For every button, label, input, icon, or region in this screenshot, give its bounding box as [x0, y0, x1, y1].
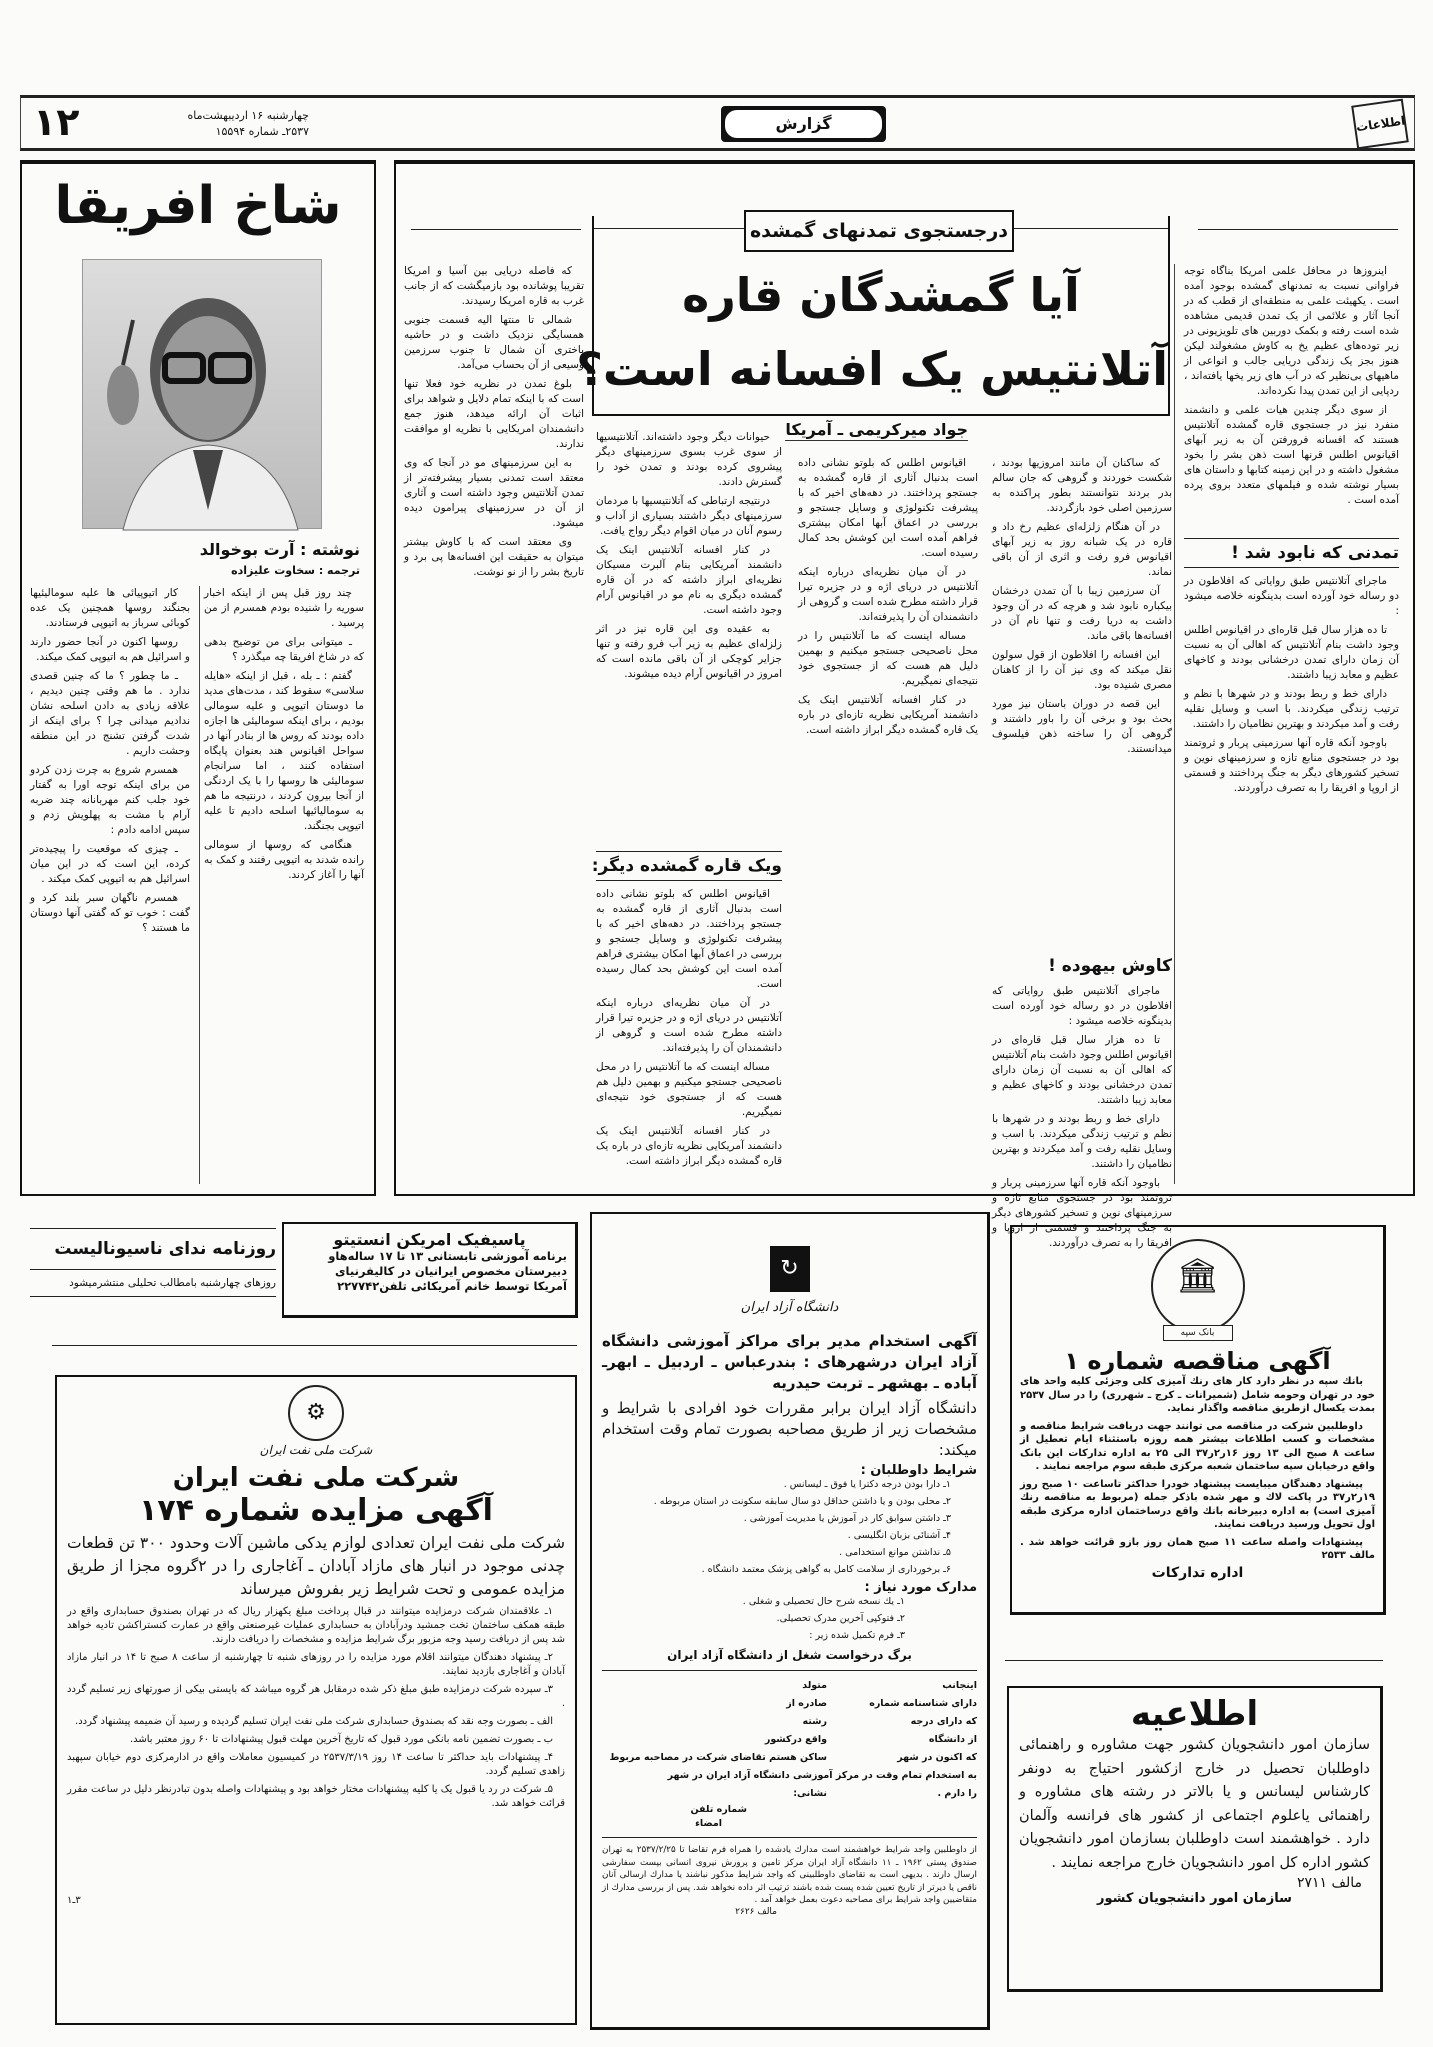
paragraph: که فاصله دریایی بین آسیا و امریکا تقریبا پوشانده بود بازمیگشت که از جانب غرب به قاره امریکا رسیدند.	[404, 265, 584, 307]
paragraph: دارای خط و ربط بودند و در شهرها با نظم و ترتیب زندگی میکردند. با اسب و وسایل نقلیه رفت و آمد میکردند و بهترین نظامیان را داشتند.	[1184, 688, 1399, 730]
paragraph: که ساکنان آن مانند امروزیها بودند ، شکست خوردند و گروهی که جان سالم بدر بردند نتوانستند بطور پراکنده به سرزمین اصلی خود بازگردند.	[992, 457, 1172, 514]
headline-line-1: آیا گمشدگان قاره	[682, 268, 1080, 322]
nioc-logo: ⚙	[288, 1385, 344, 1441]
form-row	[602, 1767, 977, 1785]
paragraph: همسرم شروع به چرت زدن کردو من برای اینکه توجه اورا به گفتار خود جلب کنم مهربانانه چند ضربه آرام با مشت به پهلویش زدم و سپس ادامه دادم :	[30, 764, 190, 836]
paragraph: ۱ـ یك نسخه شرح حال تحصیلی و شغلی .	[742, 1596, 905, 1607]
paragraph: داوطلبین شرکت در مناقصه می توانند جهت دریافت شرایط مناقصه و مشخصات و کسب اطلاعات بیشتر همه روزه باستثناء ایام تعطیل از ساعت ۸ صبح الی ۱۳ روز ۱۶ر۲ر۳۷ الی ۲۵ به اداره تدارکات این بانک واقع درخیابان سپه ساختمان شعبه مرکزی طبقه سوم مراجعه نمایند .	[1020, 1420, 1375, 1472]
byline: جواد میرکریمی ـ آمریکا	[785, 420, 968, 439]
paragraph: به این سرزمینهای مو در آنجا که وی معتقد است تمدنی بسیار پیشرفته‌تر از تمدن آتلانتیس وجود داشته است و آثاری از آن در سرزمینهای پیرامون دیده میشود.	[404, 457, 584, 529]
phone-label: شماره تلفن	[690, 1804, 747, 1815]
paragraph: روسها اکنون در آنجا حضور دارند و اسرائیل هم به اتیوپی کمک میکند.	[30, 636, 190, 663]
tender-body	[1020, 1375, 1375, 1565]
paragraph: الف ـ بصورت وجه نقد که بصندوق حسابداری شرکت ملی نفت ایران تسلیم گردیده و رسید آن ضمیمه پیشنهاد گردد.	[75, 1716, 553, 1727]
form-field-label: را دارم .	[937, 1788, 977, 1799]
paragraph: شمالی تا منتها الیه قسمت جنوبی همسایگی نزدیک داشت و در حاشیه باختری آن شمال تا جنوب سرزمین وسیعی از آن بحساب می‌آمد.	[404, 314, 584, 371]
translator-credit: ترجمه : سخاوت علیزاده	[231, 564, 360, 577]
paragraph: ـ ما چطور ؟ ما که چنین قصدی ندارد . ما هم وقتی چنین دیدیم ، علاقه زیادی به دادن اسلحه نشان ندادیم میدانی چرا ؟ برای اینکه از شدت گرفتن تشنج در این منطقه وحشت داریم .	[30, 670, 190, 757]
ad-lead: شرکت ملی نفت ایران تعدادی لوازم یدکی ماشین آلات وحدود ۳۰۰ تن قطعات چدنی موجود در انبار های مازاد آبادان ـ آغاجاری را در ۲گروه مجزا از طریق مزایده عمومی و تحت شرایط زیر بفروش میرساند	[67, 1534, 565, 1598]
paragraph: این قصه در دوران باستان نیز مورد بحث بود و برخی آن را باور داشتند و گروهی آن را ساخته ذهن فیلسوف میدانستند.	[992, 698, 1172, 755]
form-field-label: اینجانب	[942, 1680, 977, 1691]
paragraph: بانك سپه در نظر دارد کار های رنك آمیزی کلی وجزئی کلیه واحد های خود در تهران وحومه شامل (شمیرانات ـ کرج ـ شهرری) را در سال ۲۵۳۷ بمدت یکسال ازطریق مناقصه واگذار نماید.	[1020, 1376, 1375, 1414]
intro-column	[1184, 264, 1399, 534]
paragraph: در کنار افسانه آتلانتیس اینک یک دانشمند آمریکایی نظریه تازه‌ای در باره یک قاره گمشده دیگر ابراز داشته است.	[596, 1125, 782, 1167]
column-4-stack	[591, 430, 782, 1189]
ad-line: دبیرستان مخصوص ایرانیان در کالیفرنیای	[335, 1264, 567, 1278]
form-field-label: صادره از	[786, 1698, 827, 1709]
paragraph: ۱ـ علاقمندان شرکت درمزایده میتوانند در قبال پرداخت مبلغ یکهزار ریال که در تهران بصندوق حسابداری واقع در طبقه همکف ساختمان تخت جمشید ودرآبادان به حسابداری عملیات غیرصنعتی واقع در عمارت کنستراکشن تادیه خواهد شد پس از دریافت رسید وجه مزبور برگ شرایط مزایده و مشخصات را دریافت دارند.	[67, 1606, 565, 1645]
paragraph: در آن میان نظریه‌ای درباره اینکه آتلانتیس در دریای اژه و در جزیره تیرا قرار داشته مطرح شده است و گروهی از دانشمندان آن را پذیرفته‌اند.	[596, 997, 782, 1054]
paragraph: وی معتقد است که با کاوش بیشتر میتوان به حقیقت این افسانه‌ها پی برد و تاریخ بشر را از نو نوشت.	[404, 536, 584, 578]
ad-ref: مالف ۲۶۲۶	[735, 1906, 777, 1917]
paragraph: به عقیده وی این قاره نیز در اثر زلزله‌ای عظیم به زیر آب فرو رفته و تنها جزایر کوچکی از آن باقی مانده است که امروز در اقیانوس آرام دیده میشوند.	[596, 623, 782, 680]
paragraph: مساله اینست که ما آتلانتیس را در محل ناصحیحی جستجو میکنیم و بهمین دلیل هم هست که از جستجوی خود نتیجه‌ای نمیگیریم.	[798, 630, 978, 687]
form-row	[602, 1695, 977, 1713]
paragraph: اقیانوس اطلس که بلوتو نشانی داده است بدنبال آثاری از قاره گمشده به جستجو پرداختند. در دهه‌های اخیر که با پیشرفت تکنولوژی و وسایل جستجو و بررسی در اعماق آبها امکان بیشتری فراهم آمده است این کوشش بحد کمال رسیده است.	[596, 888, 782, 990]
ad-title: اطلاعیه	[1130, 1694, 1259, 1734]
right-column-stack	[1184, 264, 1399, 1189]
paragraph: ۲ـ فتوکپی آخرین مدرک تحصیلی.	[776, 1613, 905, 1624]
page-header	[20, 95, 1415, 151]
article-column	[992, 456, 1172, 946]
paragraph: پیشنهاد دهندگان میبایست پیشنهاد خودرا حداکثر تاساعت ۱۰ صبح روز ۱۹ر۲ر۳۷ در پاکت لاك و مهر شده باذکر جمله (مربوط به مناقصه رنك آمیزی است) به اداره دبیرخانه بانك واقع درساختمان اداره مرکزی طبقه اول تحویل ورسید دریافت نمایند.	[1020, 1478, 1375, 1530]
subheading: ویک قاره گمشده دیگر:	[591, 856, 782, 876]
paragraph: ـ چیزی که موقعیت را پیچیده‌تر کرده، این است که در این میان اسرائیل هم به اتیوپی کمک میکند .	[30, 843, 190, 885]
paragraph: ۳ـ داشتن سوابق کار در آموزش یا مدیریت آموزشی .	[743, 1513, 951, 1524]
paragraph: ماجرای آتلانتیس طبق روایاتی که افلاطون در دو رساله خود آورده است بدینگونه خلاصه میشود :	[1184, 575, 1399, 617]
form-field-label: که اکنون در شهر	[897, 1752, 977, 1763]
company-name: شرکت ملی نفت ایران	[172, 1463, 460, 1493]
paragraph: از سوی دیگر چندین هیات علمی و دانشمند منفرد نیز در جستجوی قاره گمشده آتلانتیس هستند که افسانه فرورفتن آن به زیر آبهای اقیانوس اطلس قرنها است ذهن بشر را بخود مشغول داشته و در این زمینه کتابها و داستان های بسیار نوشته شده و فیلمهای متعدد بروی پرده آمده است .	[1184, 404, 1399, 506]
paragraph: اقیانوس اطلس که بلوتو نشانی داده است بدنبال آثاری از قاره گمشده به جستجو پرداختند. در دهه‌های اخیر که با پیشرفت تکنولوژی و وسایل جستجو و بررسی در اعماق آبها امکان بیشتری فراهم آمده است این کوشش بحد کمال رسیده است.	[798, 457, 978, 559]
logo-text: اطلاعات	[1355, 113, 1407, 135]
article-column	[798, 456, 978, 1189]
article-column	[596, 887, 782, 1189]
paragraph: حیوانات دیگر وجود داشته‌اند. آتلانتیسیها از سوی غرب بسوی سرزمینهای دیگر پیشروی کرده بودند و تمدن خود را گسترش دادند.	[596, 431, 782, 488]
form-title: برگ درخواست شغل از دانشگاه آزاد ایران	[602, 1648, 977, 1671]
paragraph: در کنار افسانه آتلانتیس اینک یک دانشمند آمریکایی نظریه تازه‌ای در باره یک قاره گمشده دیگر ابراز داشته است.	[798, 694, 978, 736]
paragraph: ۱ـ دارا بودن درجه دکترا یا فوق ـ لیسانس .	[783, 1479, 951, 1490]
requirements-list	[602, 1478, 977, 1576]
bank-seal-icon: 🏛 بانک سپه	[1151, 1239, 1245, 1333]
form-field-label: به استخدام تمام وقت در مرکز آموزشی دانشگاه آزاد ایران در شهر	[667, 1770, 977, 1781]
ad-title: آگهی مناقصه شماره ۱	[1064, 1347, 1331, 1375]
paragraph: ۵ـ نداشتن موانع استخدامی .	[839, 1547, 951, 1558]
horn-of-africa-article	[20, 160, 376, 1196]
paragraph: ۲ـ پیشنهاد دهندگان میتوانند اقلام مورد مزایده را در روزهای شنبه تا چهارشنبه از ساعت ۸ صبح تا ۱۴ در انبار مازاد آبادان و آغاجاری بازدید نمایند.	[67, 1652, 565, 1677]
form-row	[602, 1731, 977, 1749]
article-title: شاخ افریقا	[54, 176, 342, 236]
paragraph: بلوغ تمدن در نظریه خود فعلا تنها است که با اینکه تمام دلایل و شواهد برای اثبات آن ارائه میدهد، هنوز جمع دانشمندان امریکایی با نظریه او موافقت ندارند.	[404, 378, 584, 450]
form-row	[602, 1677, 977, 1695]
paragraph: این افسانه را افلاطون از قول سولون نقل میکند که وی نیز آن را از کاهنان مصری شنیده بود.	[992, 649, 1172, 691]
headline-line-2: آتلانتیس یک افسانه است؟	[576, 342, 1168, 396]
logo-caption: دانشگاه آزاد ایران	[740, 1300, 839, 1315]
kicker	[744, 210, 1014, 252]
paragraph: هنگامی که روسها از سومالی رانده شدند به اتیوپی رفتند و کمک به آنها را آغاز کردند.	[204, 839, 364, 881]
ad-ref: ۳ـ۱	[67, 1895, 81, 1906]
ad-title: روزنامه ندای ناسیونالیست	[54, 1239, 276, 1259]
paragraph: کار اتیوپیائی ها علیه سومالیئیها بجنگند روسها همچنین یک عده کوبائی سرباز به اتیوپی فرستادند.	[30, 587, 190, 629]
date-line: چهارشنبه ۱۶ اردیبهشت‌ماه	[187, 109, 309, 122]
ad-line: برنامه آموزشی تابستانی ۱۳ تا ۱۷ ساله‌هاو	[328, 1249, 567, 1263]
form-row	[602, 1713, 977, 1731]
kicker-text: درجستجوی تمدنهای گمشده	[749, 220, 1009, 242]
paragraph: آن سرزمین زیبا با آن تمدن درخشان بیکباره نابود شد و هرچه که در آن وجود داشت به دریا رفت و تنها نام آن در افسانه‌ها باقی ماند.	[992, 585, 1172, 642]
paragraph: همسرم ناگهان سبر بلند کرد و گفت : خوب تو که گفتی آنها دوستان ما هستند ؟	[30, 892, 190, 934]
form-field-label: واقع درکشور	[764, 1734, 827, 1745]
portrait-photo	[82, 259, 322, 529]
article-column	[992, 984, 1172, 1249]
tender-signature: اداره تدارکات	[1151, 1565, 1244, 1581]
nioc-auction-ad	[55, 1375, 577, 2025]
requirements-title: شرایط داوطلبان :	[860, 1463, 977, 1478]
azad-university-ad	[590, 1212, 990, 2030]
paragraph: در آن هنگام زلزله‌ای عظیم رخ داد و قاره در یک شبانه روز به زیر آبهای اقیانوس فرو رفت و اثری از آن باقی نماند.	[992, 521, 1172, 578]
paragraph: باوجود آنکه قاره آنها سرزمینی پربار و ثروتمند بود در جستجوی منابع تازه و سرزمینهای نوین و تسخیر کشورهای دیگر به جنگ پرداختند و قسمتی از اروپا و افریقا را به تصرف درآوردند.	[1184, 737, 1399, 794]
paragraph: ۳ـ سپرده شرکت درمزایده طبق مبلغ ذکر شده درمقابل هر گروه میباشد که بایستی بیکی از صورتهای زیر تسلیم گردد .	[67, 1684, 565, 1709]
paragraph: تا ده هزار سال قبل قاره‌ای در اقیانوس اطلس وجود داشت بنام آتلانتیس که اهالی آن به نسبت آن زمان دارای تمدن درخشانی بودند و کاخهای عظیم و معابد زیبا داشتند.	[1184, 624, 1399, 681]
issue-line: ۲۵۳۷ـ شماره ۱۵۵۹۴	[215, 125, 309, 138]
paragraph: ب ـ بصورت تضمین نامه بانکی مورد قبول که تاریخ آخرین مهلت قبول پیشنهادات تا ۶۰ روز معتبر باشد.	[129, 1734, 553, 1745]
paragraph: در کنار افسانه آتلانتیس اینک یک دانشمند آمریکایی بنام آلبرت مسیکان نظریه‌ای ابراز داشته که در آن قاره گمشده دیگری به نام مو در اقیانوس آرام وجود داشته است.	[596, 544, 782, 616]
dateline	[109, 108, 309, 140]
ad-title: آگهی استخدام مدیر برای مراکز آموزشی دانشگاه آزاد ایران درشهرهای : بندرعباس ـ اردبیل ـ ابهرـ آباده ـ بهشهر ـ تربت حیدریه	[602, 1332, 977, 1392]
form-field-label: نشانی:	[793, 1788, 827, 1799]
ad-line: آمریکا توسط خانم آمریکائی تلفن۲۲۷۷۴۲	[337, 1279, 567, 1293]
application-form	[602, 1677, 977, 1803]
notice-body: سازمان امور دانشجویان کشور جهت مشاوره و راهنمائی داوطلبان تحصیل در خارج ازکشور احتیاج به دونفر کارشناس لیسانس و یا بالاتر در رشته های مشاوره و راهنمائی یاعلوم اجتماعی از کشور های فرانسه وآلمان دارد . خواهشمند است داوطلبان بسازمان امور دانشجویان کشور اداره کل امور دانشجویان خارج مراجعه نمایند .	[1019, 1737, 1370, 1871]
section-label: گزارش	[725, 110, 882, 138]
subheading: کاوش بیهوده !	[1048, 956, 1172, 976]
section-badge	[721, 106, 886, 142]
paragraph: مساله اینست که ما آتلانتیس را در محل ناصحیحی جستجو میکنیم و بهمین دلیل هم هست که از جستجوی خود نتیجه‌ای نمیگیریم.	[596, 1061, 782, 1118]
notice-signature: سازمان امور دانشجویان کشور	[1097, 1891, 1292, 1906]
form-field-label: ساکن هستم تقاضای شرکت در مصاحبه مربوط	[609, 1752, 827, 1763]
paragraph: ۳ـ فرم تکمیل شده زیر :	[809, 1630, 905, 1641]
signature-label: امضاء	[695, 1818, 722, 1829]
logo-caption: شرکت ملی نفت ایران	[259, 1443, 373, 1457]
article-column	[404, 264, 584, 1189]
form-field-label: متولد	[802, 1680, 827, 1691]
ad-title: پاسیفیک امریکن انستیتو	[333, 1230, 526, 1249]
ad-subtitle: روزهای چهارشنبه بامطالب تحلیلی منتشرمیشود	[69, 1277, 276, 1289]
article-column	[596, 430, 782, 845]
paragraph: چند روز قبل پس از اینکه اخبار سوریه را شنیده بودم همسرم از من پرسید .	[204, 587, 364, 629]
neda-ad	[30, 1228, 276, 1297]
ad-ref: مالف ۲۷۱۱	[1296, 1875, 1362, 1891]
author-credit: نوشته : آرت بوخوالد	[199, 540, 360, 559]
subheading: تمدنی که نابود شد !	[1231, 543, 1399, 563]
paragraph: ـ میتوانی برای من توضیح بدهی که در شاخ افریقا چه میگذرد ؟	[204, 636, 364, 663]
ad-title: آگهی مزایده شماره ۱۷۴	[139, 1493, 493, 1528]
azad-logo: ↻	[770, 1246, 810, 1292]
bank-sepah-tender-ad	[1010, 1225, 1386, 1615]
article-column	[204, 586, 364, 1189]
paragraph: ۲ـ محلی بودن و یا داشتن حداقل دو سال سابقه سکونت در استان مربوطه .	[653, 1496, 951, 1507]
paragraph: پیشنهادات واصله ساعت ۱۱ صبح همان روز بازو قرائت خواهد شد . مالف ۲۵۳۳	[1020, 1536, 1375, 1561]
paragraph: تا ده هزار سال قبل قاره‌ای در اقیانوس اطلس وجود داشت بنام آتلانتیس که اهالی آن به نسبت آن زمان دارای تمدن درخشانی بودند و کاخهای عظیم و معابد زیبا داشتند.	[992, 1034, 1172, 1106]
documents-title: مدارک مورد نیاز :	[864, 1580, 977, 1595]
form-row	[602, 1749, 977, 1767]
newspaper-logo	[1351, 99, 1409, 150]
column-2-stack	[992, 456, 1172, 1249]
man-smoking-portrait-icon	[83, 260, 323, 530]
form-field-label: از دانشگاه	[928, 1734, 977, 1745]
paragraph: ۴ـ پیشنهادات باید حداکثر تا ساعت ۱۴ روز ۲۵۳۷/۳/۱۹ در کمیسیون معاملات واقع در ادارمرکزی دوم خیابان سپهبد زاهدی تسلیم گردد.	[67, 1752, 565, 1777]
students-notice-ad	[1007, 1686, 1383, 1992]
ad-footer: از داوطلبین واجد شرایط خواهشمند است مدارك یادشده را همراه فرم تقاضا تا ۲۵۳۷/۲/۲۵ به تهران صندوق پستی ۱۹۶۲ ـ ۱۱ دانشگاه آزاد ایران مرکز تامین و پرورش نیروی انسانی بپست سفارشی ارسال دارند . بدیهی است به تقاضای داوطلبینی که واجد شرایط مذکور نباشند یا مدارك ارسالی آنان ناقص یا دیرتر از تاریخ تعیین شده پست شده باشند ترتیب اثر داده نخواهد شد. پس از بررسی مدارك از متقاضیین واجد شرایط برای مصاحبه دعوت بعمل خواهد آمد .	[602, 1837, 977, 1907]
paragraph: در آن میان نظریه‌ای درباره اینکه آتلانتیس در دریای اژه و در جزیره تیرا قرار داشته مطرح شده است و گروهی از دانشمندان آن را پذیرفته‌اند.	[798, 566, 978, 623]
headline-box	[576, 216, 1170, 416]
paragraph: ۶ـ برخورداری از سلامت کامل به گواهی پزشک معتمد دانشگاه .	[701, 1564, 951, 1575]
paragraph: ۴ـ آشنائی بزبان انگلیسی .	[847, 1530, 951, 1541]
seal-caption: بانک سپه	[1163, 1325, 1233, 1341]
form-field-label: دارای شناسنامه شماره	[869, 1698, 977, 1709]
article-column	[1184, 574, 1399, 1189]
paragraph: درنتیجه ارتباطی که آتلانتیسیها با مردمان سرزمینهای دیگر داشتند بسیاری از آداب و رسوم آنان در میان اقوام دیگر رواج یافت.	[596, 495, 782, 537]
article-column	[30, 586, 190, 1189]
form-row	[602, 1785, 977, 1803]
paragraph: اینروزها در محافل علمی امریکا بناگاه توجه فراوانی نسبت به تمدنهای گمشده بوجود آمده است . یکهیئت علمی به منطقه‌ای از قطب که در آنجا آثار و علائمی از یک تمدن قدیمی مشاهده شده است رفته و بکمک دوربین های تلویزیونی در زیر توده‌های عظیم یخ به کاوش مشغولند لیکن هنوز بجز یک زندگی دریایی جالب و انواعی از ماهیهای بی‌نظیر که در آب های زیر یخها یافته‌اند ، ردپایی از این تمدن پیدا نکرده‌اند.	[1184, 265, 1399, 397]
ad-items	[67, 1605, 565, 1895]
paragraph: ماجرای آتلانتیس طبق روایاتی که افلاطون در دو رساله خود آورده است بدینگونه خلاصه میشود :	[992, 985, 1172, 1027]
form-field-label: که دارای درجه	[910, 1716, 977, 1727]
form-field-label: رشته	[802, 1716, 827, 1727]
pacific-institute-ad	[282, 1222, 578, 1318]
paragraph: دارای خط و ربط بودند و در شهرها با نظم و ترتیب زندگی میکردند. با اسب و وسایل نقلیه رفت و آمد میکردند و بهترین نظامیان را داشتند.	[992, 1113, 1172, 1170]
page-number: ۱۲	[33, 100, 80, 144]
paragraph: ۵ـ شرکت در رد یا قبول یک یا کلیه پیشنهادات مختار خواهد بود و پیشنهادات واصله بدون تبادرنظر دلیل در ساعت مقرر قرائت خواهد شد.	[67, 1784, 565, 1809]
documents-list	[602, 1595, 977, 1642]
paragraph: گفتم : ـ بله ، قبل از اینکه «هایله سلاسی» سقوط کند ، مدت‌های مدید ما دوستان اتیوپی و علیه سومالی بودیم ، برای اینکه سومالیئی ها اجازه داده بودند که روس ها از بنادر آنها در سواحل اقیانوس هند بعنوان پایگاه استفاده کنند ، اما سرانجام سومالیئی ها روسها را با یک اردنگی از آنجا بیرون کردند ، درنتیجه ما هم به سومالیائیها اسلحه دادیم تا علیه اتیوپی بجنگند.	[204, 670, 364, 832]
ad-lead: دانشگاه آزاد ایران برابر مقررات خود افرادی با شرایط و مشخصات زیر از طریق مصاحبه بصورت تمام وقت استخدام میکند:	[602, 1399, 977, 1459]
paragraph: باوجود آنکه قاره آنها سرزمینی پربار و ثروتمند بود در جستجوی منابع تازه و سرزمینهای نوین و تسخیر کشورهای دیگر به جنگ پرداختند و قسمتی از اروپا و افریقا را به تصرف درآوردند.	[992, 1177, 1172, 1249]
